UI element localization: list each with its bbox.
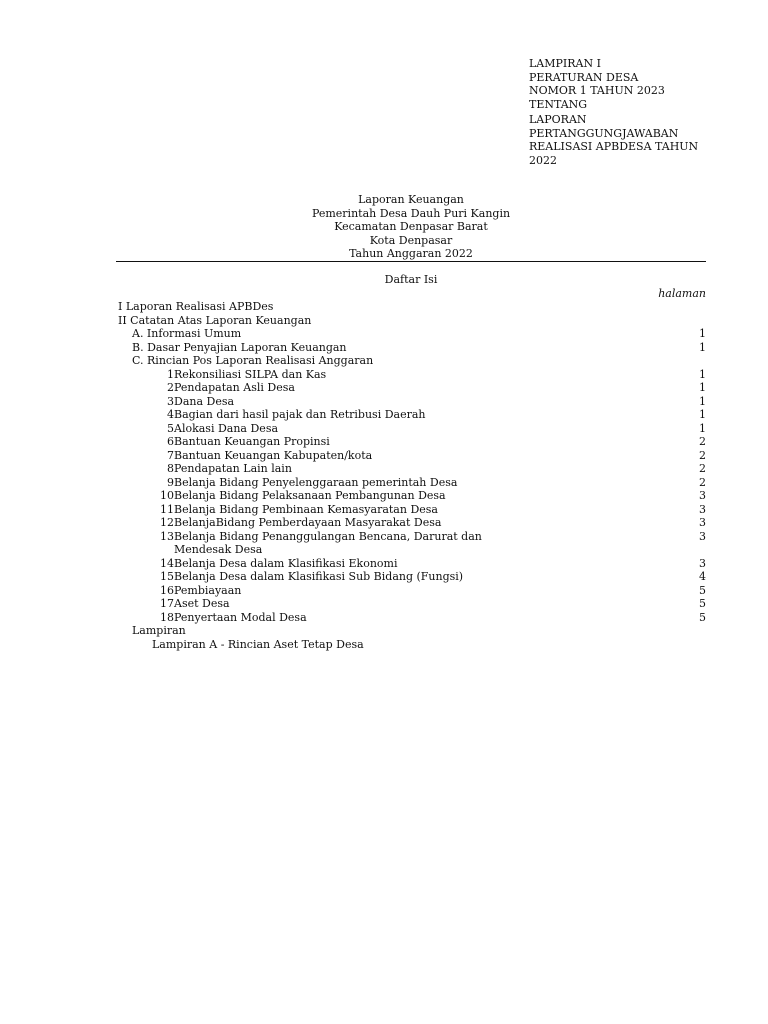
toc-item-label: Belanja Desa dalam Klasifikasi Ekonomi (174, 556, 398, 570)
lampiran-line: LAMPIRAN I (529, 57, 601, 70)
toc-item (118, 408, 708, 422)
toc-item (118, 516, 708, 530)
toc-item-label: Belanja Bidang Pembinaan Kemasyaratan Desa (174, 502, 438, 516)
toc-item (118, 476, 708, 490)
toc-item (118, 611, 708, 625)
toc-item-label: Belanja Bidang Penanggulangan Bencana, Darurat dan Mendesak Desa (174, 529, 482, 556)
toc-page-number: 3 (699, 516, 706, 529)
report-heading (116, 193, 706, 261)
toc-item (118, 381, 708, 395)
toc-page-number: 1 (699, 367, 706, 381)
toc-section-label: I Laporan Realisasi APBDes (118, 300, 274, 313)
toc-item (118, 435, 708, 449)
toc-subsection (118, 354, 708, 368)
table-of-contents (118, 300, 708, 651)
toc-page-number: 5 (699, 597, 706, 610)
toc-item-number: 2 (167, 381, 174, 394)
toc-page-number: 3 (699, 556, 706, 570)
toc-item-number: 1 (167, 367, 174, 381)
toc-page-number: 3 (699, 502, 706, 516)
toc-item-number: 18 (160, 610, 174, 624)
toc-page-number: 3 (699, 529, 706, 543)
toc-subsection (118, 341, 708, 355)
toc-item-number: 5 (167, 421, 174, 435)
toc-page-number: 2 (699, 435, 706, 448)
toc-page-number: 4 (699, 570, 706, 583)
toc-page-number: 3 (699, 489, 706, 502)
toc-subsection-label: C. Rincian Pos Laporan Realisasi Anggaran (132, 354, 374, 367)
toc-item (118, 503, 708, 517)
toc-section (118, 300, 708, 314)
toc-item-number: 16 (160, 583, 174, 597)
heading-line: Laporan Keuangan (358, 193, 464, 206)
toc-item (118, 597, 708, 611)
toc-item-label: Belanja Bidang Penyelenggaraan pemerintah Desa (174, 475, 458, 489)
toc-item-label: Bantuan Keuangan Propinsi (174, 435, 330, 448)
toc-item (118, 530, 708, 557)
toc-section-label: II Catatan Atas Laporan Keuangan (118, 313, 312, 327)
lampiran-line: NOMOR 1 TAHUN 2023 (529, 84, 665, 97)
heading-line: Tahun Anggaran 2022 (349, 247, 473, 260)
lampiran-line: TENTANG (529, 97, 588, 111)
toc-item-label: Belanja Desa dalam Klasifikasi Sub Bidang (Fungsi) (174, 570, 464, 583)
toc-section (118, 624, 708, 638)
toc-item-number: 7 (167, 448, 174, 462)
toc-lampiran-item: Lampiran A - Rincian Aset Tetap Desa (152, 637, 364, 651)
page-column-label: halaman (658, 287, 706, 300)
toc-page-number: 2 (699, 475, 706, 489)
toc-item-label: Pendapatan Asli Desa (174, 381, 295, 394)
toc-item-number: 11 (160, 502, 174, 516)
toc-title: Daftar Isi (384, 273, 438, 286)
toc-item-number: 14 (160, 556, 174, 570)
toc-page-number: 1 (699, 408, 706, 421)
toc-item-number: 10 (160, 489, 174, 502)
heading-line: Kecamatan Denpasar Barat (334, 220, 488, 233)
toc-item-label: BelanjaBidang Pemberdayaan Masyarakat Desa (174, 516, 442, 529)
toc-page-number: 1 (699, 381, 706, 394)
toc-item (118, 557, 708, 571)
toc-item-label: Pendapatan Lain lain (174, 462, 292, 475)
toc-item (118, 462, 708, 476)
toc-page-number: 1 (699, 327, 706, 340)
toc-page-number: 5 (699, 583, 706, 597)
toc-page-number: 5 (699, 610, 706, 624)
toc-item-label: Belanja Bidang Pelaksanaan Pembangunan Desa (174, 489, 446, 502)
toc-page-number: 2 (699, 448, 706, 462)
toc-page-number: 1 (699, 340, 706, 354)
toc-item (118, 368, 708, 382)
toc-item (118, 489, 708, 503)
toc-item-number: 4 (167, 408, 174, 421)
lampiran-header (529, 57, 719, 167)
toc-subsection (118, 638, 708, 652)
toc-item-label: Aset Desa (174, 597, 230, 610)
toc-subsection-label: B. Dasar Penyajian Laporan Keuangan (132, 340, 347, 354)
toc-page-number: 1 (699, 394, 706, 408)
toc-item-label: Rekonsiliasi SILPA dan Kas (174, 367, 327, 381)
toc-page-number: 2 (699, 462, 706, 475)
heading-line: Pemerintah Desa Dauh Puri Kangin (311, 206, 511, 220)
heading-line: Kota Denpasar (369, 233, 453, 247)
toc-item (118, 584, 708, 598)
toc-subsection (118, 327, 708, 341)
lampiran-line: LAPORAN PERTANGGUNGJAWABAN REALISASI APBDESA TAHUN 2022 (529, 113, 702, 167)
toc-items (118, 368, 708, 625)
toc-item-label: Dana Desa (174, 394, 235, 408)
toc-item (118, 395, 708, 409)
toc-item-number: 8 (167, 462, 174, 475)
divider (116, 261, 706, 262)
toc-section (118, 314, 708, 328)
toc-item (118, 570, 708, 584)
toc-item-label: Alokasi Dana Desa (174, 421, 279, 435)
toc-item-label: Penyertaan Modal Desa (174, 610, 307, 624)
toc-item-number: 12 (160, 516, 174, 529)
toc-item-number: 17 (160, 597, 174, 610)
toc-item (118, 449, 708, 463)
toc-item-number: 15 (160, 570, 174, 583)
toc-lampiran-label: Lampiran (132, 624, 186, 637)
toc-item-label: Bagian dari hasil pajak dan Retribusi Daerah (174, 408, 426, 421)
toc-item-number: 6 (167, 435, 174, 448)
toc-item-number: 3 (167, 394, 174, 408)
toc-item-label: Pembiayaan (174, 583, 242, 597)
toc-item (118, 422, 708, 436)
toc-item-label: Bantuan Keuangan Kabupaten/kota (174, 448, 373, 462)
toc-page-number: 1 (699, 421, 706, 435)
toc-item-number: 9 (167, 475, 174, 489)
toc-subsection-label: A. Informasi Umum (132, 327, 242, 340)
lampiran-line: PERATURAN DESA (529, 70, 639, 84)
toc-item-number: 13 (160, 529, 174, 543)
